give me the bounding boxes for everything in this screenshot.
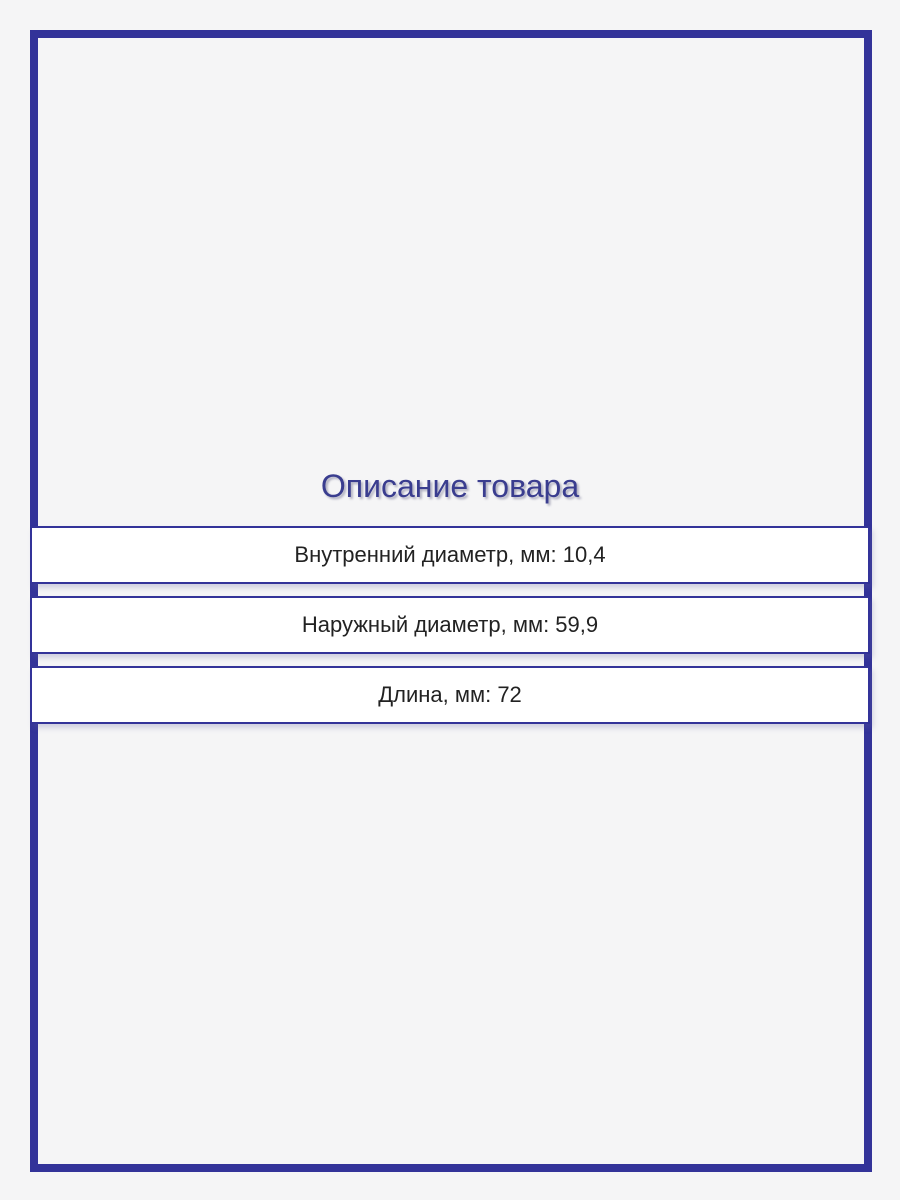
spec-text: Длина, мм: 72: [378, 682, 522, 707]
spec-text: Наружный диаметр, мм: 59,9: [301, 612, 599, 637]
section-title: Описание товара: [320, 468, 580, 504]
spec-text: Внутренний диаметр, мм: 10,4: [294, 542, 606, 567]
spec-row-length: [30, 666, 870, 724]
spec-row-inner-diameter: [30, 526, 870, 584]
spec-row-outer-diameter: [30, 596, 870, 654]
